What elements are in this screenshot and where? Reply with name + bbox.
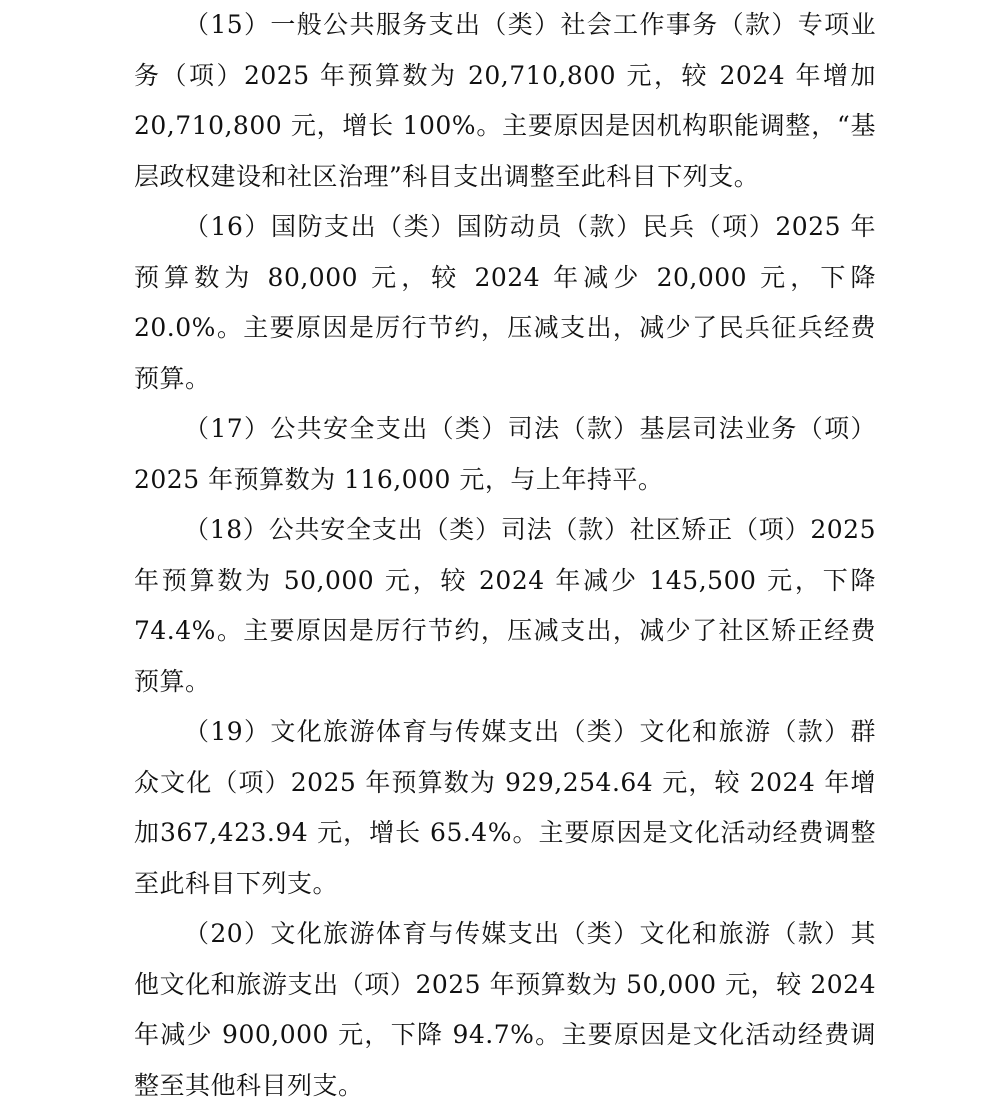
- paragraph-19-line-2: 群众文化（项）2025 年预算数为 929,254.64 元，较 2024 年增加: [134, 717, 876, 847]
- document-body: [134, 0, 876, 1111]
- paragraph-15: [134, 0, 876, 202]
- paragraph-17-line-2: 2025 年预算数为 116,000 元，与上年持平。: [134, 464, 664, 494]
- paragraph-15-line-3: 20,710,800 元，增长 100%。主要原因是因机构职能调整，“基层: [134, 111, 876, 191]
- paragraph-16: [134, 202, 876, 404]
- paragraph-19-line-3: 367,423.94 元，增长 65.4%。主要原因是文化活动经费调整至此: [134, 818, 876, 898]
- paragraph-17: [134, 404, 876, 505]
- paragraph-17-line-1: （17）公共安全支出（类）司法（款）基层司法业务（项）: [184, 414, 876, 443]
- paragraph-20-line-4: 至其他科目列支。: [159, 1070, 364, 1100]
- paragraph-15-line-2: 业务（项）2025 年预算数为 20,710,800 元，较 2024 年增加: [134, 10, 876, 90]
- paragraph-19-line-1: （19）文化旅游体育与传媒支出（类）文化和旅游（款）: [184, 717, 851, 746]
- paragraph-15-line-4: 政权建设和社区治理”科目支出调整至此科目下列支。: [159, 161, 760, 191]
- paragraph-20-line-2: 其他文化和旅游支出（项）2025 年预算数为 50,000 元，较 2024: [134, 919, 876, 999]
- paragraph-19-line-4: 科目下列支。: [185, 868, 339, 898]
- paragraph-16-line-1: （16）国防支出（类）国防动员（款）民兵（项）2025 年: [184, 212, 876, 241]
- paragraph-20-line-1: （20）文化旅游体育与传媒支出（类）文化和旅游（款）: [184, 919, 851, 948]
- paragraph-18-line-2: 2025 年预算数为 50,000 元，较 2024 年减少 145,500 元，下降: [134, 515, 876, 595]
- paragraph-18-line-3: 74.4%。主要原因是厉行节约，压减支出，减少了社区矫正经费: [134, 616, 876, 645]
- paragraph-18: [134, 505, 876, 707]
- paragraph-18-line-1: （18）公共安全支出（类）司法（款）社区矫正（项）: [184, 515, 811, 544]
- paragraph-20-line-3: 年减少 900,000 元，下降 94.7%。主要原因是文化活动经费调整: [134, 1020, 876, 1100]
- paragraph-20: [134, 909, 876, 1111]
- paragraph-15-line-1: （15）一般公共服务支出（类）社会工作事务（款）专项: [184, 10, 851, 39]
- paragraph-16-line-3: 要原因是厉行节约，压减支出，减少了民兵征兵经费预算。: [134, 313, 876, 393]
- paragraph-16-line-2: 预算数为 80,000 元，较 2024 年减少 20,000 元，下降 20.0%。主: [134, 262, 876, 342]
- paragraph-18-line-4: 预算。: [134, 666, 211, 696]
- paragraph-19: [134, 707, 876, 909]
